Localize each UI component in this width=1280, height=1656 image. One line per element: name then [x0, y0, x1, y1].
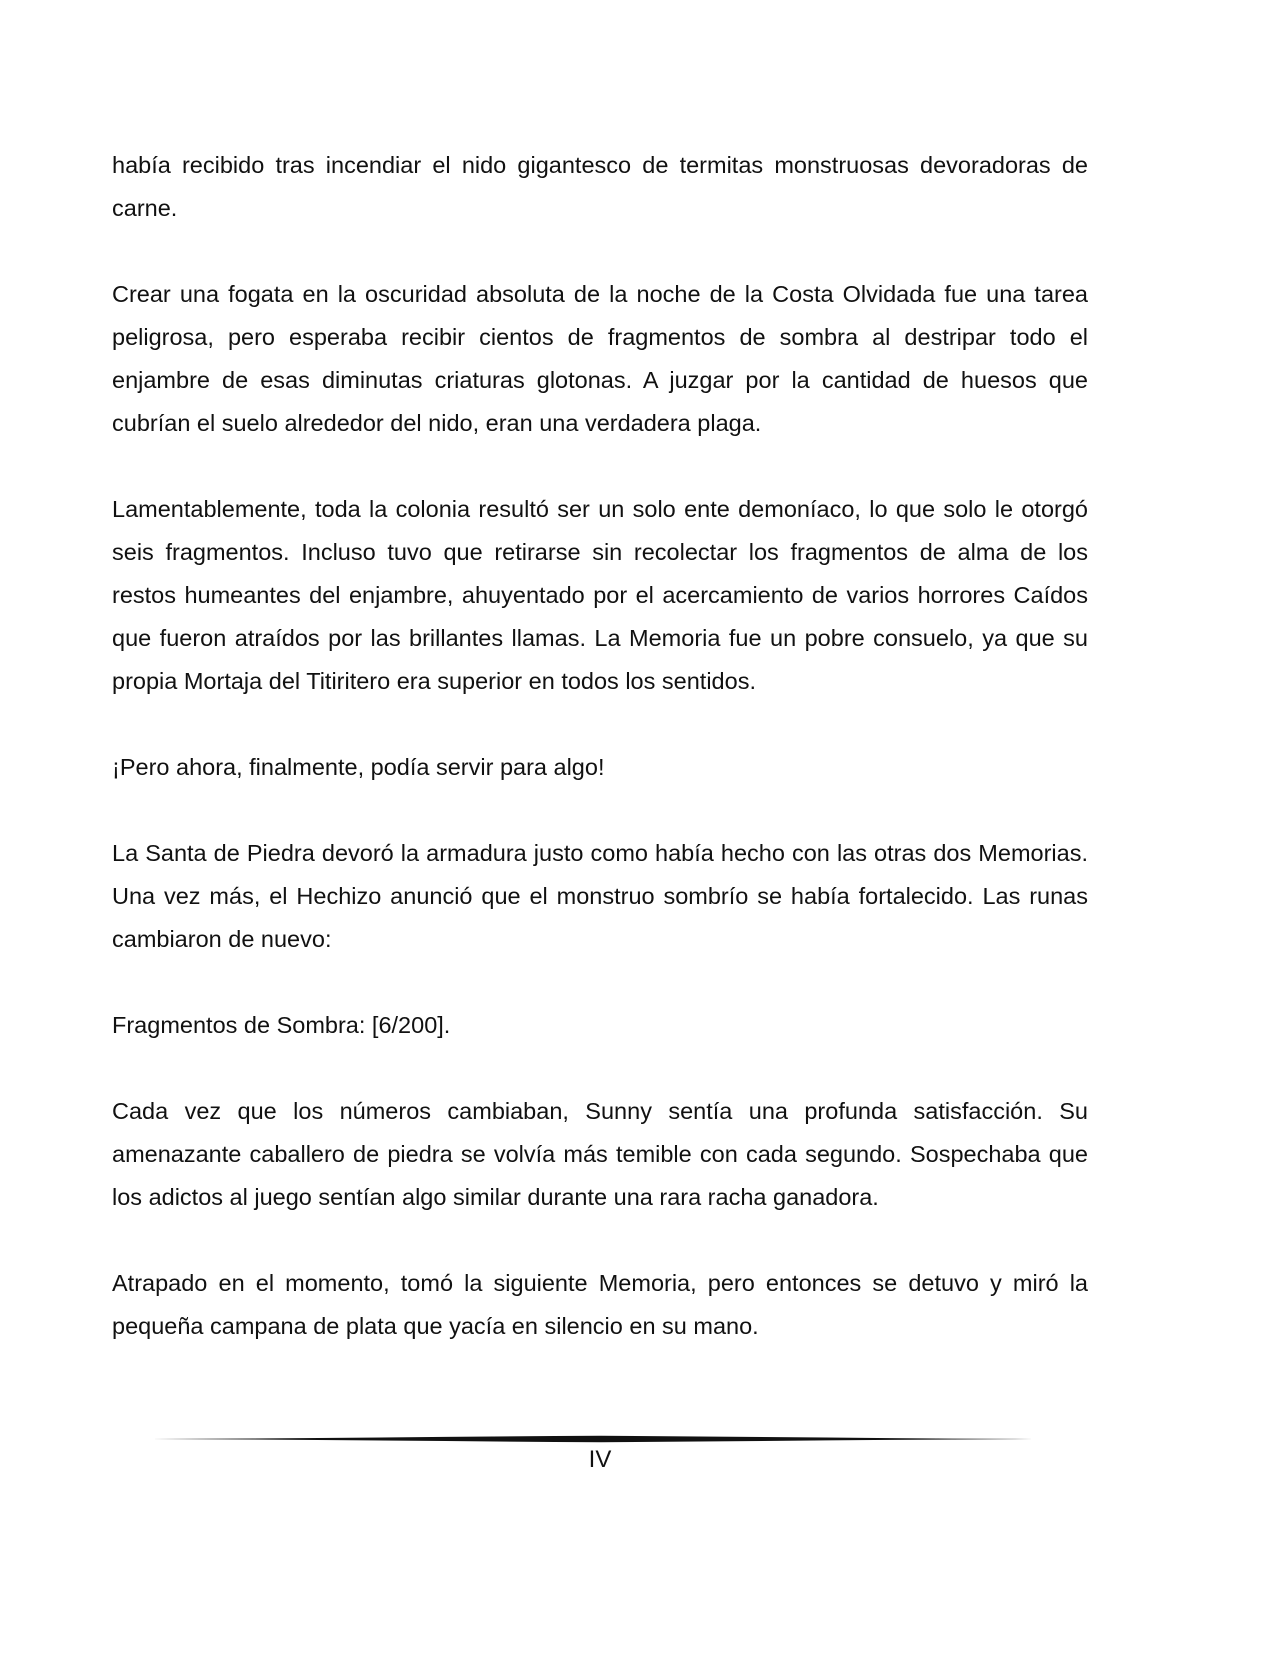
body-text	[112, 144, 1088, 1391]
footer-divider	[152, 1434, 1050, 1444]
paragraph-4: ¡Pero ahora, finalmente, podía servir para algo!	[112, 754, 605, 780]
paragraph-6: Fragmentos de Sombra: [6/200].	[112, 1012, 451, 1038]
page-number: IV	[588, 1446, 612, 1473]
paragraph-1: había recibido tras incendiar el nido gigantesco de termitas monstruosas devoradoras de carne.	[112, 152, 1088, 221]
paragraph-8: Atrapado en el momento, tomó la siguiente Memoria, pero entonces se detuvo y miró la pequeña campana de plata que yacía en silencio en su mano.	[112, 1270, 1088, 1339]
paragraph-3: Lamentablemente, toda la colonia resultó ser un solo ente demoníaco, lo que solo le otorgó seis fragmentos. Incluso tuvo que retirarse sin recolectar los fragmentos de alma de los restos humeantes del enjambre, ahuyentado por el acercamiento de varios horrores Caídos que fueron atraídos por las brillantes llamas. La Memoria fue un pobre consuelo, ya que su propia Mortaja del Titiritero era superior en todos los sentidos.	[112, 496, 1088, 694]
paragraph-5: La Santa de Piedra devoró la armadura justo como había hecho con las otras dos Memorias. Una vez más, el Hechizo anunció que el monstruo sombrío se había fortalecido. Las runas cambiaron de nuevo:	[112, 840, 1088, 952]
paragraph-2: Crear una fogata en la oscuridad absoluta de la noche de la Costa Olvidada fue una tarea peligrosa, pero esperaba recibir cientos de fragmentos de sombra al destripar todo el enjambre de esas diminutas criaturas glotonas. A juzgar por la cantidad de huesos que cubrían el suelo alrededor del nido, eran una verdadera plaga.	[112, 281, 1088, 436]
paragraph-7: Cada vez que los números cambiaban, Sunny sentía una profunda satisfacción. Su amenazante caballero de piedra se volvía más temible con cada segundo. Sospechaba que los adictos al juego sentían algo similar durante una rara racha ganadora.	[112, 1098, 1088, 1210]
